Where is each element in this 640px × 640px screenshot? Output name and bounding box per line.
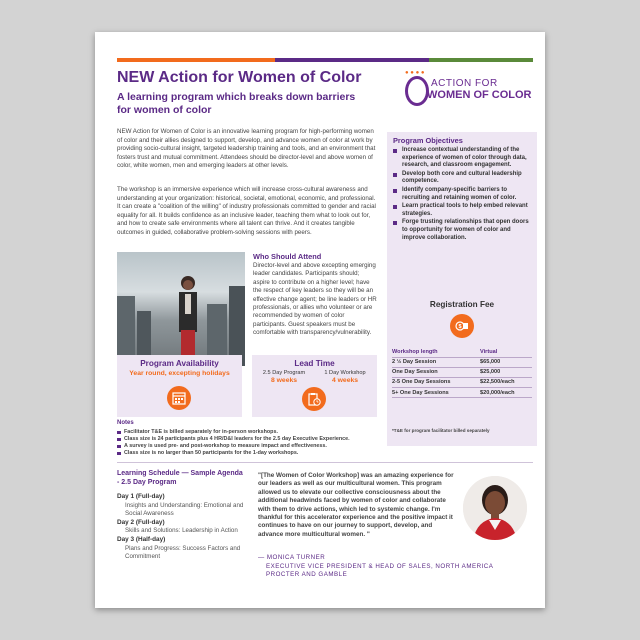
cell-virtual: $65,000 [480,357,532,367]
section-divider [117,462,533,463]
objective-item: Learn practical tools to help embed relevant strategies. [393,203,531,218]
note-item: Facilitator T&E is billed separately for in-person workshops. [117,429,350,436]
registration-fee-table [392,348,532,398]
testimonial-quote: "[The Women of Color Workshop] was an amazing experience for our leaders as well as our multicultural women. This program allowed us to elevate our collective consciousness about the additional headwinds faced by women of color and collaborate with them to drive actions, which led to systemic change. I'm thankful for this accelerator experience and the positive impact it continues to have on our journey to support, develop, and advance more multicultural women. " [258,472,454,538]
schedule-desc: Skills and Solutions: Leadership in Action [125,527,238,535]
cell-length: 2-5 One Day Sessions [392,377,480,387]
person-portrait-icon [463,476,527,540]
schedule-day: Day 3 (Half-day) [117,535,166,543]
note-item: Class size is no larger than 50 participants for the 1-day workshops. [117,450,350,457]
schedule-desc: Plans and Progress: Success Factors and Commitment [125,544,241,561]
clipboard-clock-icon [302,387,326,411]
col-header-virtual: Virtual [480,348,532,357]
who-should-attend-text: Director-level and above excepting emerging leader candidates. Participants should; aspire to contribute on a higher level; have the respect of key leaders so they will be an effective change agent; be line leaders or HR professionals, or allies who volunteer or are recommended by women of color participants. Guest speakers must be comfortable with transparency/vulnerability. [253,262,377,337]
schedule-day: Day 2 (Full-day) [117,518,165,526]
objective-item: Identify company-specific barriers to recruiting and retaining women of color. [393,187,531,202]
money-icon [450,314,474,338]
flyer-page [95,32,545,608]
logo-text-line1: ACTION FOR [431,78,498,89]
schedule-day: Day 1 (Full-day) [117,493,165,500]
availability-title: Program Availability [140,359,219,368]
program-availability-box [117,355,242,417]
top-color-bar [117,58,533,62]
table-row [392,377,532,387]
table-row [392,388,532,398]
logo-ring-icon [405,76,429,106]
cell-virtual: $25,000 [480,367,532,377]
lead-time-value-1: 8 weeks [270,377,298,384]
table-row [392,357,532,367]
logo [405,70,535,114]
testimonial-role: EXECUTIVE VICE PRESIDENT & HEAD OF SALES, NORTH AMERICA [266,562,494,570]
calendar-icon [167,386,191,410]
notes-title: Notes [117,420,134,426]
schedule-desc: Insights and Understanding: Emotional and Social Awareness [125,501,244,518]
logo-dots-icon: ● ● ● ● [405,70,425,76]
objective-item: Develop both core and cultural leadership competence. [393,171,531,186]
lead-time-label-1: 2.5 Day Program [262,370,306,376]
who-should-attend-title: Who Should Attend [253,252,322,261]
objective-item: Forge trusting relationships that open doors to opportunity for women of color and improve collaboration. [393,219,531,242]
note-item: A survey is used pre- and post-workshop to measure impact and effectiveness. [117,443,350,450]
lead-time-box [252,355,377,417]
objectives-title: Program Objectives [393,136,463,145]
office-photo [117,252,245,366]
page-title: NEW Action for Women of Color [117,69,362,86]
lead-time-value-2: 4 weeks [331,377,359,384]
svg-text:$: $ [458,324,462,331]
page-subtitle: A learning program which breaks down barriers for women of color [117,91,356,116]
lead-time-col-1 [254,370,314,384]
objectives-list [393,147,531,242]
cell-virtual: $20,000/each [480,388,532,398]
registration-note: *T&E for program facilitator billed separately [392,428,490,433]
program-objectives-box [387,132,537,310]
cell-length: One Day Session [392,367,480,377]
objective-item: Increase contextual understanding of the experience of women of color through data, research, and classroom engagement. [393,147,531,170]
schedule-title: Learning Schedule — Sample Agenda - 2.5 Day Program [117,470,243,486]
schedule-list [117,493,252,562]
logo-text-line2: WOMEN OF COLOR [427,89,532,101]
testimonial-company: PROCTER AND GAMBLE [266,571,348,579]
headshot-avatar [463,476,527,540]
lead-time-col-2 [315,370,375,384]
registration-fee-box [387,294,537,446]
registration-title: Registration Fee [429,300,495,309]
table-row [392,367,532,377]
intro-paragraph-2: The workshop is an immersive experience which will increase cross-cultural awareness and understanding at your organization: historical, societal, emotional, economic, and professional. It can create a "coalition of the willing" of industry professionals committed to gender and racial equality for all. It builds confidence as an inclusive leader, teaching them what to look out for, and how to create safe environments where all talent can thrive. And it creates tangible outcomes in guided, collaborative problem-solving sessions with peers. [117,186,376,236]
testimonial-name: — MONICA TURNER [258,554,326,561]
intro-paragraph-1: NEW Action for Women of Color is an innovative learning program for high-performing women of color and their allies designed to support, develop, and advance women of color at work by providing socio-cultural insight, targeted leadership training and tools, and an environment that fosters trust and mutual commitment. Attendees should be director-level and above women of color, white women, men and emerging leaders at other levels. [117,128,376,170]
cell-length: 2 ½ Day Session [392,357,480,367]
availability-value: Year round, excepting holidays [129,370,230,377]
notes-list [117,429,350,457]
testimonial-attribution [258,554,528,580]
cell-length: 5+ One Day Sessions [392,388,480,398]
table-header-row [392,348,532,357]
lead-time-label-2: 1 Day Workshop [324,370,366,376]
note-item: Class size is 24 participants plus 4 HR/D&I leaders for the 2.5 day Executive Experience. [117,436,350,443]
woman-figure-icon [175,274,201,366]
cell-virtual: $22,500/each [480,377,532,387]
col-header-length: Workshop length [392,348,480,357]
lead-time-title: Lead Time [294,359,335,368]
